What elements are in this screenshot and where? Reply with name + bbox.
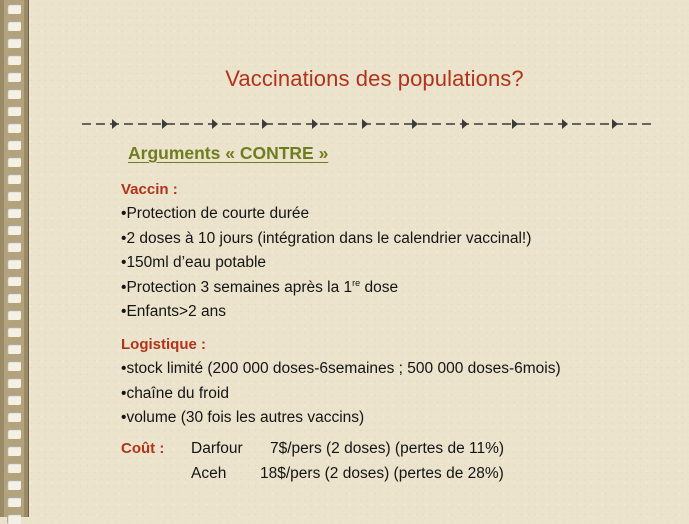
film-hole-decoration — [7, 497, 21, 507]
cost-label: Coût : — [121, 440, 165, 457]
dashed-separator — [82, 116, 662, 132]
film-hole-decoration — [7, 242, 21, 252]
arrowhead-decoration — [362, 119, 368, 129]
film-hole-decoration — [7, 191, 21, 201]
arrowhead-decoration — [412, 119, 418, 129]
cost-place: Darfour — [191, 440, 243, 457]
film-hole-decoration — [7, 55, 21, 65]
film-hole-decoration — [7, 344, 21, 354]
arrowhead-decoration — [612, 119, 618, 129]
cost-detail: 18$/pers (2 doses) (pertes de 28%) — [260, 464, 504, 482]
arrowhead-decoration — [162, 119, 168, 129]
arrowhead-decoration — [562, 119, 568, 129]
arrowhead-decoration — [512, 119, 518, 129]
arrowhead-decoration — [112, 119, 118, 129]
film-hole-decoration — [7, 514, 21, 524]
arrowhead-decoration — [462, 119, 468, 129]
film-hole-decoration — [7, 327, 21, 337]
cost-detail: 7$/pers (2 doses) (pertes de 11%) — [270, 440, 505, 457]
film-hole-decoration — [7, 412, 21, 422]
film-hole-decoration — [7, 446, 21, 456]
film-hole-decoration — [7, 72, 21, 82]
film-hole-decoration — [7, 395, 21, 405]
list-item: •2 doses à 10 jours (intégration dans le calendrier vaccinal!) — [121, 229, 532, 247]
arrowhead-decoration — [212, 119, 218, 129]
film-hole-decoration — [7, 463, 21, 473]
film-hole-decoration — [7, 174, 21, 184]
film-hole-decoration — [7, 106, 21, 116]
section-subtitle: Arguments « CONTRE » — [128, 143, 329, 163]
list-item: •Enfants>2 ans — [121, 303, 226, 321]
list-item: •volume (30 fois les autres vaccins) — [121, 409, 365, 427]
film-hole-decoration — [7, 429, 21, 439]
film-hole-decoration — [7, 4, 21, 14]
arrowhead-decoration — [312, 119, 318, 129]
film-hole-decoration — [7, 293, 21, 303]
film-hole-decoration — [7, 225, 21, 235]
film-hole-decoration — [7, 157, 21, 167]
film-hole-decoration — [7, 140, 21, 150]
list-item: •chaîne du froid — [121, 384, 229, 402]
slide-content — [121, 178, 669, 431]
film-hole-decoration — [7, 259, 21, 269]
film-hole-decoration — [7, 89, 21, 99]
list-item: •Protection de courte durée — [121, 205, 310, 222]
list-item: •Protection 3 semaines après la 1re dose — [121, 277, 399, 296]
film-hole-decoration — [7, 310, 21, 320]
arrow-separator-graphic — [82, 116, 662, 132]
film-hole-decoration — [7, 38, 21, 48]
cost-place: Aceh — [191, 464, 227, 482]
logistique-heading: Logistique : — [121, 335, 206, 353]
film-hole-decoration — [7, 123, 21, 133]
film-hole-decoration — [7, 208, 21, 218]
vaccin-heading: Vaccin : — [121, 181, 178, 198]
film-hole-decoration — [7, 276, 21, 286]
list-item: •150ml d’eau potable — [121, 254, 267, 272]
film-hole-decoration — [7, 361, 21, 371]
film-hole-decoration — [7, 21, 21, 31]
film-strip-decoration — [0, 0, 29, 517]
film-hole-decoration — [7, 378, 21, 388]
film-hole-decoration — [7, 480, 21, 490]
arrowhead-decoration — [262, 119, 268, 129]
list-item: •stock limité (200 000 doses-6semaines ; 500 000 doses-6mois) — [121, 359, 561, 377]
slide-title: Vaccinations des populations? — [225, 66, 524, 91]
